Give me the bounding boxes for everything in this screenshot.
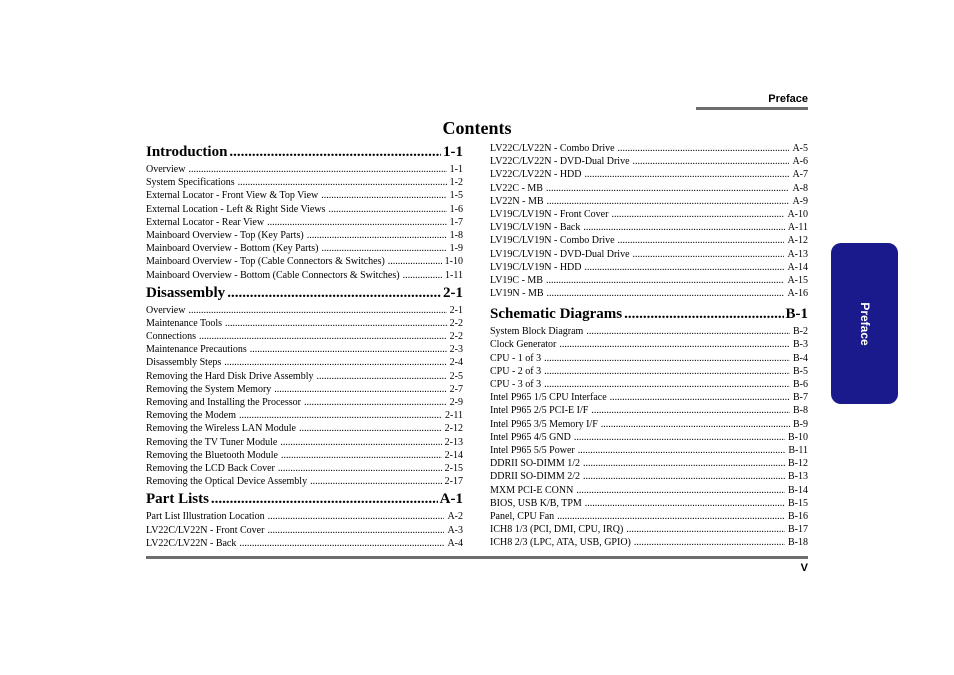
entry-text: Intel P965 3/5 Memory I/F	[490, 418, 598, 430]
entry-page: 2-5	[449, 370, 463, 382]
entry-page: 1-10	[444, 256, 463, 268]
entry-page: 2-2	[449, 317, 463, 329]
toc-entry[interactable]	[490, 431, 808, 444]
entry-page: B-8	[793, 405, 808, 417]
toc-entry[interactable]	[146, 409, 463, 422]
entry-text: Mainboard Overview - Bottom (Key Parts)	[146, 243, 319, 255]
dot-leader	[585, 497, 785, 510]
entry-page: B-7	[793, 392, 808, 404]
entry-page: B-3	[793, 339, 808, 351]
dot-leader	[633, 155, 790, 168]
dot-leader	[188, 304, 446, 317]
toc-entry[interactable]	[146, 176, 463, 189]
toc-entry[interactable]	[490, 234, 808, 247]
entry-page: 2-1	[449, 304, 463, 316]
toc-entry[interactable]	[490, 497, 808, 510]
dot-leader	[544, 352, 790, 365]
entry-text: Part List Illustration Location	[146, 511, 265, 523]
dot-leader	[583, 221, 784, 234]
entry-text: DDRII SO-DIMM 2/2	[490, 471, 580, 483]
dot-leader	[267, 524, 444, 537]
entry-text: LV19N - MB	[490, 288, 544, 300]
entry-page: A-14	[787, 261, 808, 273]
entry-page: 2-2	[449, 331, 463, 343]
toc-entry[interactable]	[490, 261, 808, 274]
entry-page: 2-7	[449, 383, 463, 395]
entry-text: Removing the LCD Back Cover	[146, 462, 275, 474]
toc-entry[interactable]	[146, 216, 463, 229]
entry-text: LV22C/LV22N - Combo Drive	[490, 143, 615, 154]
entry-text: External Location - Left & Right Side Views	[146, 203, 326, 215]
dot-leader	[547, 287, 785, 300]
dot-leader	[304, 396, 447, 409]
entry-text: LV19C - MB	[490, 274, 543, 286]
dot-leader	[557, 510, 785, 523]
entry-text: MXM PCI-E CONN	[490, 484, 574, 496]
entry-page: B-5	[793, 365, 808, 377]
dot-leader	[578, 444, 786, 457]
side-tab[interactable]	[831, 243, 898, 404]
toc-entry[interactable]	[146, 422, 463, 435]
toc-entry[interactable]	[490, 470, 808, 483]
toc-entry[interactable]	[490, 195, 808, 208]
toc-entry[interactable]	[146, 449, 463, 462]
entry-page: A-5	[792, 143, 808, 154]
entry-text: DDRII SO-DIMM 1/2	[490, 458, 580, 470]
entry-page: 2-17	[444, 476, 463, 488]
entry-text: Overview	[146, 164, 186, 175]
entry-page: 1-9	[449, 243, 463, 255]
entry-page: B-11	[788, 444, 808, 456]
section-title: Schematic Diagrams	[490, 306, 623, 323]
entry-page: B-4	[793, 352, 808, 364]
toc-entry[interactable]	[146, 255, 463, 268]
toc-section-part-lists[interactable]	[146, 488, 463, 510]
dot-leader	[610, 391, 790, 404]
entry-text: Intel P965 1/5 CPU Interface	[490, 392, 607, 404]
toc-entry[interactable]	[490, 287, 808, 300]
entry-text: CPU - 2 of 3	[490, 365, 542, 377]
entry-page: 2-15	[444, 462, 463, 474]
entry-text: Mainboard Overview - Bottom (Cable Connectors & Switches)	[146, 269, 400, 281]
header-rule	[696, 107, 808, 110]
toc-entry[interactable]	[146, 524, 463, 537]
toc-entry[interactable]	[490, 378, 808, 391]
entry-page: B-6	[793, 379, 808, 390]
entry-text: Panel, CPU Fan	[490, 510, 555, 522]
entry-page: A-9	[792, 195, 808, 207]
toc-right-column	[490, 142, 808, 549]
entry-text: LV22C/LV22N - DVD-Dual Drive	[490, 156, 630, 168]
toc-entry[interactable]	[490, 523, 808, 536]
entry-text: Maintenance Precautions	[146, 344, 247, 356]
toc-entry[interactable]	[490, 510, 808, 523]
toc-entry[interactable]	[146, 189, 463, 202]
entry-page: A-11	[787, 222, 808, 234]
toc-entry[interactable]	[146, 229, 463, 242]
entry-page: A-13	[787, 248, 808, 260]
toc-entry[interactable]	[146, 203, 463, 216]
entry-text: LV22C/LV22N - Back	[146, 537, 237, 549]
entry-text: ICH8 1/3 (PCI, DMI, CPU, IRQ)	[490, 524, 624, 536]
entry-text: Removing the Optical Device Assembly	[146, 476, 308, 488]
entry-text: Removing the System Memory	[146, 383, 272, 395]
entry-page: B-15	[788, 497, 808, 509]
dot-leader	[403, 269, 442, 282]
entry-text: Removing the Modem	[146, 410, 236, 422]
dot-leader	[211, 488, 438, 510]
toc-entry[interactable]	[490, 248, 808, 261]
toc-entry[interactable]	[146, 163, 463, 176]
toc-entry[interactable]	[146, 330, 463, 343]
entry-page: B-16	[788, 510, 808, 522]
section-page: 1-1	[443, 144, 463, 160]
entry-text: Intel P965 2/5 PCI-E I/F	[490, 405, 589, 417]
entry-text: LV19C/LV19N - Front Cover	[490, 208, 609, 220]
dot-leader	[307, 229, 447, 242]
entry-page: 1-7	[449, 216, 463, 228]
dot-leader	[544, 365, 790, 378]
entry-page: B-13	[788, 471, 808, 483]
entry-text: System Specifications	[146, 177, 235, 189]
toc-entry[interactable]	[146, 370, 463, 383]
toc-entry[interactable]	[490, 391, 808, 404]
page-number: V	[800, 562, 808, 574]
toc-entry[interactable]	[146, 396, 463, 409]
entry-text: Removing the Hard Disk Drive Assembly	[146, 370, 314, 382]
dot-leader	[268, 510, 445, 523]
entry-text: Intel P965 4/5 GND	[490, 431, 571, 443]
page-title: Contents	[442, 118, 512, 138]
dot-leader	[328, 203, 446, 216]
entry-page: B-12	[788, 458, 808, 470]
entry-page: 2-4	[449, 357, 463, 369]
section-title: Part Lists	[146, 491, 209, 508]
entry-page: 1-1	[449, 164, 463, 175]
dot-leader	[321, 189, 446, 202]
dot-leader	[583, 470, 785, 483]
toc-entry[interactable]	[146, 475, 463, 488]
toc-entry[interactable]	[490, 155, 808, 168]
section-title: Introduction	[146, 144, 228, 160]
entry-page: 1-2	[449, 177, 463, 189]
dot-leader	[225, 317, 447, 330]
entry-text: LV19C/LV19N - DVD-Dual Drive	[490, 248, 630, 260]
dot-leader	[546, 274, 784, 287]
toc-entry[interactable]	[146, 510, 463, 523]
entry-page: 2-11	[445, 410, 463, 422]
entry-page: A-16	[787, 288, 808, 300]
entry-text: Removing the Bluetooth Module	[146, 449, 278, 461]
entry-page: A-10	[787, 208, 808, 220]
toc-entry[interactable]	[146, 383, 463, 396]
entry-page: A-6	[792, 156, 808, 168]
entry-text: Mainboard Overview - Top (Cable Connectors & Switches)	[146, 256, 385, 268]
entry-page: A-4	[447, 537, 463, 549]
dot-leader	[611, 208, 784, 221]
toc-entry[interactable]	[490, 536, 808, 549]
dot-leader	[239, 409, 442, 422]
dot-leader	[278, 462, 442, 475]
toc-section-disassembly[interactable]	[146, 282, 463, 304]
dot-leader	[583, 457, 785, 470]
entry-page: 1-6	[449, 203, 463, 215]
toc-entry[interactable]	[490, 365, 808, 378]
entry-text: External Locator - Front View & Top View	[146, 190, 319, 202]
entry-page: A-15	[787, 274, 808, 286]
entry-page: 1-8	[449, 229, 463, 241]
entry-text: LV22C/LV22N - HDD	[490, 169, 582, 181]
toc-entry[interactable]	[146, 462, 463, 475]
entry-text: BIOS, USB K/B, TPM	[490, 497, 582, 509]
toc-entry[interactable]	[490, 221, 808, 234]
entry-text: LV19C/LV19N - Combo Drive	[490, 235, 615, 247]
entry-page: 2-14	[444, 449, 463, 461]
dot-leader	[585, 168, 790, 181]
dot-leader	[188, 163, 446, 176]
toc-entry[interactable]	[146, 356, 463, 369]
entry-text: Clock Generator	[490, 339, 557, 351]
entry-text: ICH8 2/3 (LPC, ATA, USB, GPIO)	[490, 537, 631, 549]
entry-page: 2-12	[444, 423, 463, 435]
entry-page: A-12	[787, 235, 808, 247]
entry-text: CPU - 3 of 3	[490, 379, 542, 390]
entry-page: B-9	[793, 418, 808, 430]
toc-section-schematic-diagrams[interactable]	[490, 303, 808, 325]
toc-entry[interactable]	[490, 457, 808, 470]
toc-entry[interactable]	[490, 484, 808, 497]
dot-leader	[310, 475, 442, 488]
dot-leader	[586, 325, 790, 338]
footer-rule	[146, 556, 808, 559]
dot-leader	[546, 182, 789, 195]
entry-text: LV22C/LV22N - Front Cover	[146, 524, 265, 536]
entry-text: External Locator - Rear View	[146, 216, 265, 228]
entry-page: A-3	[447, 524, 463, 536]
entry-page: 1-5	[449, 190, 463, 202]
dot-leader	[321, 242, 446, 255]
header-label: Preface	[768, 93, 808, 105]
toc-entry[interactable]	[146, 269, 463, 282]
entry-page: A-2	[447, 511, 463, 523]
dot-leader	[388, 255, 442, 268]
toc-section-introduction[interactable]	[146, 141, 463, 163]
entry-text: Connections	[146, 331, 196, 343]
dot-leader	[199, 330, 447, 343]
entry-page: B-17	[788, 524, 808, 536]
dot-leader	[239, 537, 444, 550]
dot-leader	[547, 195, 790, 208]
toc-entry[interactable]	[490, 182, 808, 195]
dot-leader	[633, 248, 785, 261]
entry-page: B-10	[788, 431, 808, 443]
entry-text: Removing the Wireless LAN Module	[146, 423, 296, 435]
toc-entry[interactable]	[490, 142, 808, 155]
entry-text: Removing and Installing the Processor	[146, 397, 301, 408]
entry-text: LV19C/LV19N - Back	[490, 222, 581, 234]
side-tab-label: Preface	[857, 301, 872, 346]
entry-text: Maintenance Tools	[146, 317, 223, 329]
dot-leader	[585, 261, 785, 274]
toc-entry[interactable]	[490, 325, 808, 338]
dot-leader	[544, 378, 790, 391]
entry-page: A-7	[792, 169, 808, 181]
entry-page: 2-9	[449, 397, 463, 408]
dot-leader	[601, 418, 790, 431]
dot-leader	[634, 536, 785, 549]
entry-text: System Block Diagram	[490, 326, 584, 338]
entry-page: 2-13	[444, 436, 463, 448]
entry-page: B-2	[793, 326, 808, 338]
toc-entry[interactable]	[146, 436, 463, 449]
dot-leader	[559, 338, 790, 351]
dot-leader	[626, 523, 785, 536]
entry-text: LV19C/LV19N - HDD	[490, 261, 582, 273]
dot-leader	[238, 176, 447, 189]
dot-leader	[267, 216, 447, 229]
toc-entry[interactable]	[146, 304, 463, 317]
entry-text: CPU - 1 of 3	[490, 352, 542, 364]
entry-page: B-18	[788, 537, 808, 549]
dot-leader	[224, 356, 446, 369]
entry-page: 1-11	[445, 269, 463, 281]
toc-entry[interactable]	[146, 537, 463, 550]
toc-entry[interactable]	[490, 444, 808, 457]
section-page: 2-1	[443, 284, 463, 301]
dot-leader	[281, 449, 442, 462]
dot-leader	[316, 370, 446, 383]
toc-entry[interactable]	[146, 343, 463, 356]
entry-page: B-14	[788, 484, 808, 496]
toc-entry[interactable]	[146, 242, 463, 255]
toc-entry[interactable]	[490, 208, 808, 221]
section-page: A-1	[439, 491, 463, 508]
section-page: B-1	[785, 306, 808, 323]
dot-leader	[229, 141, 441, 163]
entry-text: Removing the TV Tuner Module	[146, 436, 278, 448]
entry-text: Disassembly Steps	[146, 357, 222, 369]
toc-entry[interactable]	[490, 418, 808, 431]
dot-leader	[250, 343, 447, 356]
dot-leader	[574, 431, 785, 444]
dot-leader	[299, 422, 442, 435]
dot-leader	[227, 282, 441, 304]
entry-text: Intel P965 5/5 Power	[490, 444, 575, 456]
entry-text: Mainboard Overview - Top (Key Parts)	[146, 229, 304, 241]
toc-entry[interactable]	[490, 168, 808, 181]
entry-page: 2-3	[449, 344, 463, 356]
dot-leader	[618, 234, 785, 247]
toc-entry[interactable]	[146, 317, 463, 330]
toc-entry[interactable]	[490, 338, 808, 351]
toc-left-column	[146, 141, 463, 550]
toc-entry[interactable]	[490, 352, 808, 365]
dot-leader	[618, 142, 790, 155]
entry-text: LV22N - MB	[490, 195, 544, 207]
dot-leader	[274, 383, 446, 396]
section-title: Disassembly	[146, 284, 226, 301]
toc-entry[interactable]	[490, 274, 808, 287]
toc-entry[interactable]	[490, 404, 808, 417]
dot-leader	[280, 436, 441, 449]
entry-page: A-8	[792, 182, 808, 194]
dot-leader	[576, 484, 785, 497]
dot-leader	[624, 303, 783, 325]
entry-text: Overview	[146, 304, 186, 316]
dot-leader	[591, 404, 790, 417]
entry-text: LV22C - MB	[490, 182, 543, 194]
